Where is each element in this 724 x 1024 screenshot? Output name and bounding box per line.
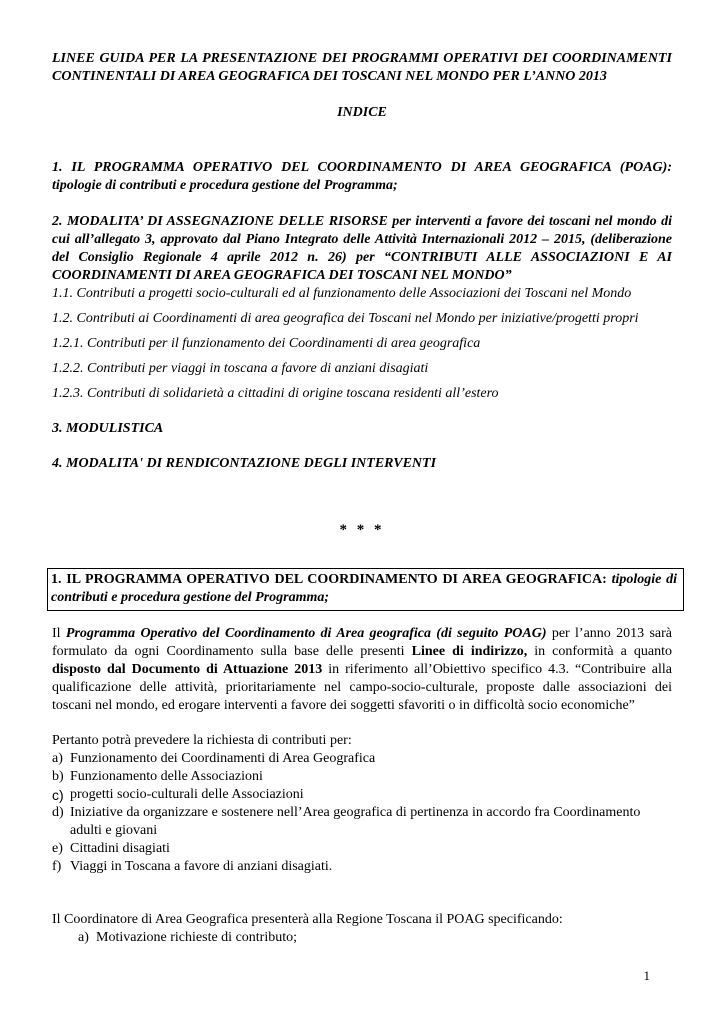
list-item-text: Cittadini disagiati <box>70 841 170 856</box>
contribution-list <box>52 750 672 876</box>
section-1-heading-box <box>47 568 684 611</box>
section-1-paragraph-1 <box>52 625 672 715</box>
p1-text: in riferimento all’Obiettivo specifico 4.3. “Contribuire alla qualificazione delle attività, prioritariamente nel campo-socio-culturale, proposte dalle associazioni dei toscani nel mondo, ed erogare interventi a favore dei soggetti sfavoriti o in difficoltà socio economiche” <box>52 662 672 713</box>
p1-text-bold: Linee di indirizzo, <box>411 644 528 659</box>
toc-subsections <box>52 285 672 403</box>
list-item-text: Funzionamento delle Associazioni <box>70 769 263 784</box>
index-heading: INDICE <box>337 105 387 120</box>
toc-section-1 <box>52 159 672 195</box>
toc-section-1-title: 1. IL PROGRAMMA OPERATIVO DEL COORDINAMENTO DI AREA GEOGRAFICA (POAG): <box>52 160 672 175</box>
toc-sub-item: 1.2. Contributi ai Coordinamenti di area geografica dei Toscani nel Mondo per iniziative/progetti propri <box>52 311 639 326</box>
list-item <box>52 858 672 876</box>
section-1-paragraph-3 <box>52 911 672 947</box>
document-title: LINEE GUIDA PER LA PRESENTAZIONE DEI PROGRAMMI OPERATIVI DEI COORDINAMENTI CONTINENTALI DI AREA GEOGRAFICA DEI TOSCANI NEL MONDO PER L’ANNO 2013 <box>52 51 672 84</box>
p1-text: in conformità a quanto <box>527 644 673 659</box>
list-item-label: f) <box>52 859 62 874</box>
toc-section-2-text: per interventi a favore dei toscani nel mondo di cui all’allegato 3, approvato dal Piano Integrato delle Attività Internazionali 2012 – 2015, (deliberazione del Consiglio Regionale 4 aprile 2012 n. 26) per <box>52 214 672 265</box>
section-1-heading: 1. IL PROGRAMMA OPERATIVO DEL COORDINAMENTO DI AREA GEOGRAFICA: <box>51 572 607 587</box>
list-item-label: a) <box>52 751 63 766</box>
toc-sub-item: 1.2.3. Contributi di solidarietà a cittadini di origine toscana residenti all’estero <box>52 386 499 401</box>
list-item-text: Viaggi in Toscana a favore di anziani disagiati. <box>70 859 333 874</box>
list-item-label: d) <box>52 805 64 820</box>
p1-text-bold: disposto dal Documento di Attuazione 2013 <box>52 662 323 677</box>
p1-text: Il <box>52 626 66 641</box>
list-item-text: Funzionamento dei Coordinamenti di Area Geografica <box>70 751 376 766</box>
list-item-text: progetti socio-culturali delle Associazioni <box>70 787 304 802</box>
toc-section-4: 4. MODALITA' DI RENDICONTAZIONE DEGLI INTERVENTI <box>52 456 437 471</box>
toc-sub-item: 1.1. Contributi a progetti socio-culturali ed al funzionamento delle Associazioni dei Toscani nel Mondo <box>52 286 632 301</box>
section-1-subheading: tipologie di contributi e procedura gestione del Programma; <box>51 572 677 605</box>
list-item <box>52 750 672 768</box>
document-page <box>51 50 677 947</box>
list-item-label: c) <box>52 787 64 803</box>
toc-section-2-title: 2. MODALITA’ DI ASSEGNAZIONE DELLE RISORSE <box>52 214 388 229</box>
list-item <box>52 768 672 786</box>
toc-section-1-subtitle: tipologie di contributi e procedura gestione del Programma; <box>52 178 398 193</box>
toc-section-2-tail: “CONTRIBUTI ALLE ASSOCIAZIONI E AI COORDINAMENTI DI AREA GEOGRAFICA DEI TOSCANI NEL MONDO” <box>52 250 672 283</box>
separator: * * * <box>339 522 385 538</box>
p3-intro: Il Coordinatore di Area Geografica presenterà alla Regione Toscana il POAG specificando: <box>52 912 563 927</box>
section-1-paragraph-2 <box>52 732 672 876</box>
list-item <box>52 929 672 947</box>
page-number: 1 <box>643 968 650 983</box>
p1-text-bold-italic: Programma Operativo del Coordinamento di Area geografica (di seguito POAG) <box>65 626 547 641</box>
toc-sub-item: 1.2.1. Contributi per il funzionamento dei Coordinamenti di area geografica <box>52 336 481 351</box>
list-item-text: Motivazione richieste di contributo; <box>96 930 298 945</box>
toc-sub-item: 1.2.2. Contributi per viaggi in toscana a favore di anziani disagiati <box>52 361 429 376</box>
list-item-label: e) <box>52 841 63 856</box>
p1-text: per l’anno 2013 sarà formulato da ogni Coordinamento sulla base delle presenti <box>52 626 672 659</box>
toc-section-2 <box>52 213 672 285</box>
p2-intro: Pertanto potrà prevedere la richiesta di contributi per: <box>52 733 352 748</box>
list-item <box>52 840 672 858</box>
list-item <box>52 786 672 804</box>
list-item <box>52 804 672 840</box>
list-item-text: Iniziative da organizzare e sostenere nell’Area geografica di pertinenza in accordo fra Coordinamento adulti e giovani <box>70 805 641 838</box>
toc-section-3: 3. MODULISTICA <box>52 421 164 436</box>
list-item-label: b) <box>52 769 64 784</box>
list-item-label: a) <box>78 930 89 945</box>
